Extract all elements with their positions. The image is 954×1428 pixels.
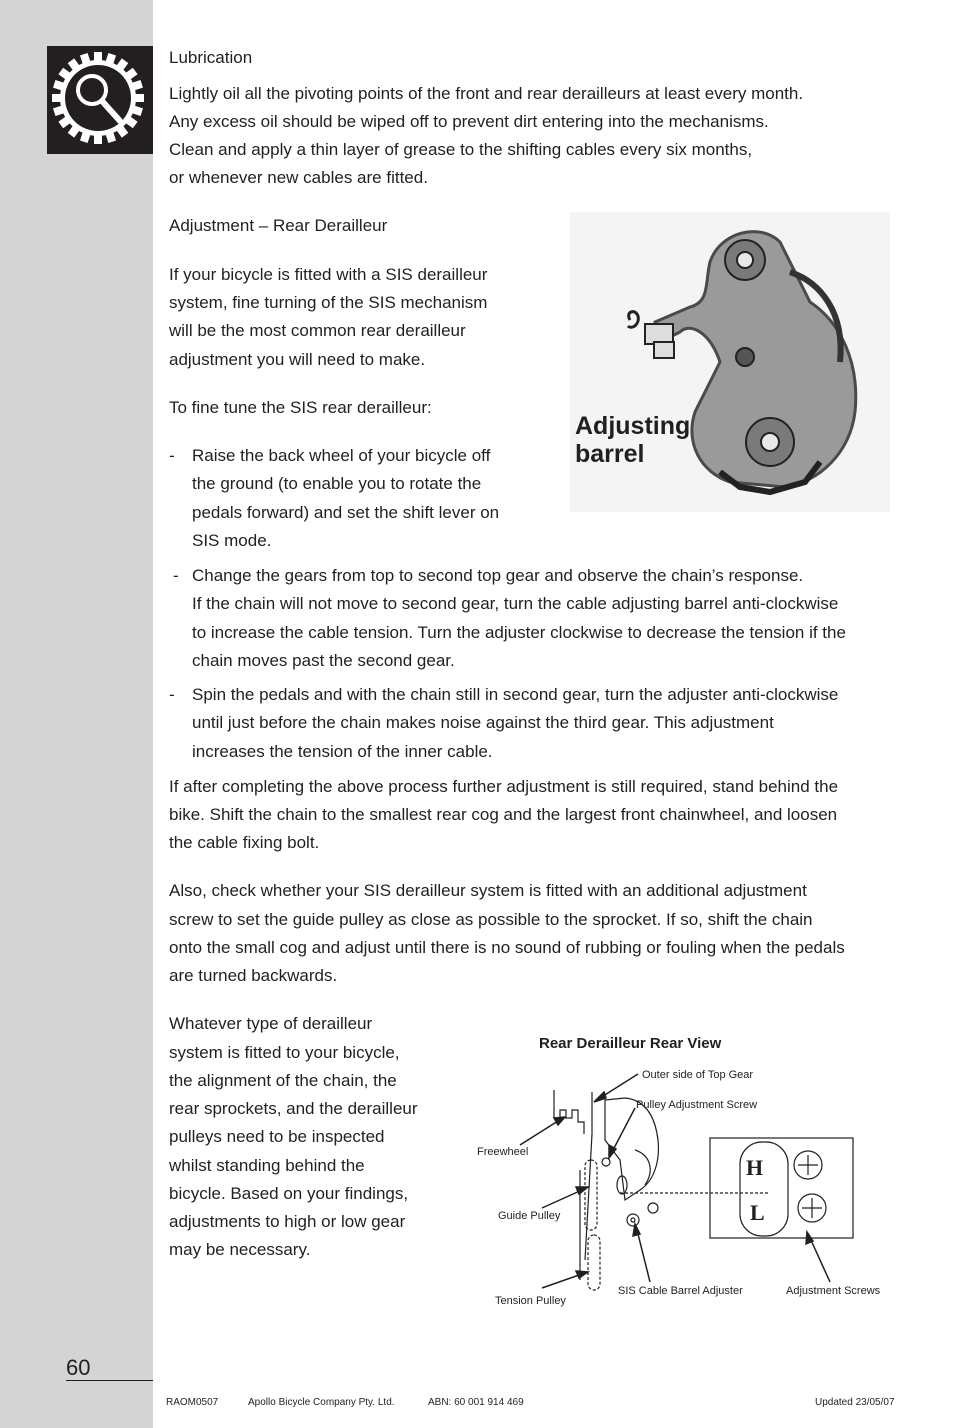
para-line: the alignment of the chain, the [169, 1071, 397, 1090]
sis-barrel-label: SIS Cable Barrel Adjuster [618, 1285, 743, 1297]
photo-caption: barrel [575, 440, 645, 468]
sidebar-band [0, 0, 153, 1428]
lubrication-line: Any excess oil should be wiped off to prevent dirt entering into the mechanisms. [169, 112, 769, 131]
para-line: Whatever type of derailleur [169, 1014, 373, 1033]
step-line: If the chain will not move to second gear, turn the cable adjusting barrel anti-clockwise [192, 594, 839, 613]
para-line: bicycle. Based on your findings, [169, 1184, 409, 1203]
step-line: to increase the cable tension. Turn the adjuster clockwise to decrease the tension if the [192, 623, 846, 642]
step-line: pedals forward) and set the shift lever on [192, 503, 500, 522]
intro-line: adjustment you will need to make. [169, 350, 426, 369]
footer-updated: Updated 23/05/07 [815, 1397, 895, 1408]
photo-caption: Adjusting [575, 412, 691, 440]
step-line: chain moves past the second gear. [192, 651, 455, 670]
step-line: Change the gears from top to second top gear and observe the chain’s response. [192, 566, 804, 585]
step-line: the ground (to enable you to rotate the [192, 474, 482, 493]
guide-pulley-label: Guide Pulley [498, 1210, 561, 1222]
step-line: until just before the chain makes noise against the third gear. This adjustment [192, 713, 774, 732]
footer-code: RAOM0507 [166, 1397, 219, 1408]
step-line: increases the tension of the inner cable. [192, 742, 493, 761]
magnifier-gear-icon [47, 46, 153, 154]
lubrication-line: Lightly oil all the pivoting points of the front and rear derailleurs at least every month. [169, 84, 804, 103]
low-screw-label: L [750, 1200, 765, 1225]
para-line: the cable fixing bolt. [169, 833, 320, 852]
para-line: adjustments to high or low gear [169, 1212, 406, 1231]
para-line: are turned backwards. [169, 966, 338, 985]
para-line: screw to set the guide pulley as close as possible to the sprocket. If so, shift the chain [169, 910, 813, 929]
derailleur-photo [570, 212, 890, 512]
bullet-dash: - [169, 446, 175, 465]
lubrication-heading: Lubrication [169, 48, 253, 67]
outer-side-label: Outer side of Top Gear [642, 1069, 754, 1081]
intro-line: will be the most common rear derailleur [169, 321, 466, 340]
para-line: may be necessary. [169, 1240, 311, 1259]
freewheel-label: Freewheel [477, 1146, 529, 1158]
section-badge [47, 46, 153, 154]
adjustment-heading: Adjustment – Rear Derailleur [169, 216, 388, 235]
lubrication-line: or whenever new cables are fitted. [169, 168, 428, 187]
para-line: system is fitted to your bicycle, [169, 1043, 400, 1062]
fine-tune-line: To fine tune the SIS rear derailleur: [169, 398, 432, 417]
intro-line: system, fine turning of the SIS mechanism [169, 293, 488, 312]
high-screw-label: H [746, 1155, 764, 1180]
para-line: whilst standing behind the [169, 1156, 365, 1175]
diagram-title: Rear Derailleur Rear View [539, 1035, 722, 1052]
rear-view-diagram [470, 1030, 900, 1315]
para-line: If after completing the above process further adjustment is still required, stand behind the [169, 777, 839, 796]
lubrication-line: Clean and apply a thin layer of grease to the shifting cables every six months, [169, 140, 753, 159]
intro-line: If your bicycle is fitted with a SIS derailleur [169, 265, 488, 284]
step-line: SIS mode. [192, 531, 272, 550]
footer-company: Apollo Bicycle Company Pty. Ltd. [248, 1397, 395, 1408]
para-line: Also, check whether your SIS derailleur system is fitted with an additional adjustment [169, 881, 807, 900]
footer-abn: ABN: 60 001 914 469 [428, 1397, 524, 1408]
bullet-dash: - [169, 685, 175, 704]
para-line: pulleys need to be inspected [169, 1127, 385, 1146]
step-line: Spin the pedals and with the chain still in second gear, turn the adjuster anti-clockwise [192, 685, 839, 704]
page-number: 60 [66, 1355, 91, 1380]
page-number-rule [66, 1380, 153, 1381]
tension-pulley-label: Tension Pulley [495, 1295, 566, 1307]
step-line: Raise the back wheel of your bicycle off [192, 446, 491, 465]
bullet-dash: - [173, 566, 179, 585]
para-line: rear sprockets, and the derailleur [169, 1099, 418, 1118]
para-line: onto the small cog and adjust until there is no sound of rubbing or fouling when the pedals [169, 938, 845, 957]
pulley-screw-label: Pulley Adjustment Screw [636, 1099, 758, 1111]
adjustment-screws-label: Adjustment Screws [786, 1285, 881, 1297]
para-line: bike. Shift the chain to the smallest rear cog and the largest front chainwheel, and loosen [169, 805, 838, 824]
